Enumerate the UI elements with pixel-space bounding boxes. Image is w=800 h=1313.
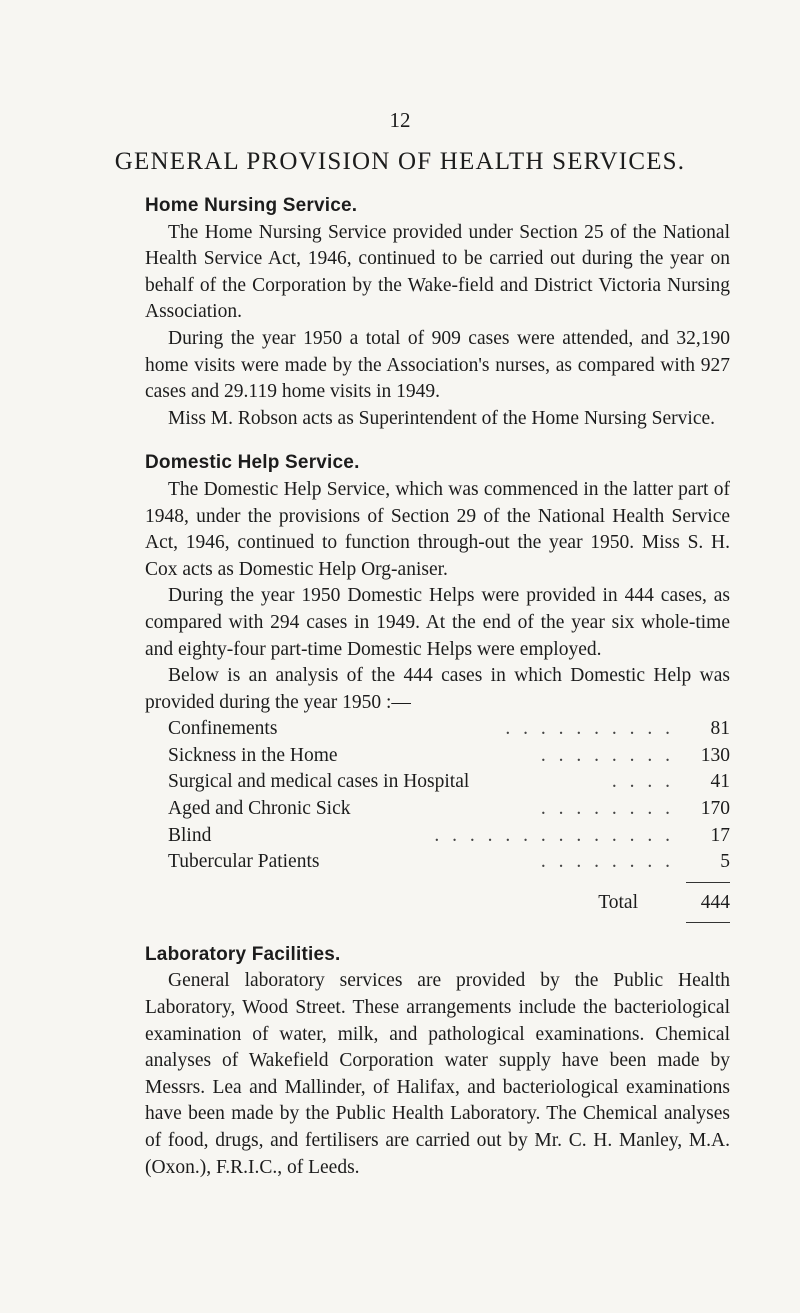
row-label: Sickness in the Home [168,744,338,766]
row-label: Tubercular Patients [168,851,320,873]
row-value: 170 [700,798,730,820]
row-value: 81 [710,718,730,740]
heading-domestic-help: Domestic Help Service. [145,452,360,474]
page-content [145,193,730,1181]
leader-dots: . . . . . . . . [540,744,674,766]
laboratory-paragraph-1: General laboratory services are provided by the Public Health Laboratory, Wood Street. These arrangements include the bacteriological examination of water, milk, and pathological examinations. Chemical analyses of Wakefield Corporation water supply have been made by Messrs. Lea and Mallinder, of Halifax, and bacteriological examinations have been made by the Public Health Laboratory. The Chemical analyses of food, drugs, and fertilisers are carried out by Mr. C. H. Manley, M.A. (Oxon.), F.R.I.C., of Leeds. [145,970,730,1178]
total-value: 444 [700,891,730,913]
table-row [168,716,730,743]
domestic-help-paragraph-1: The Domestic Help Service, which was commenced in the latter part of 1948, under the provisions of Section 29 of the National Health Service Act, 1946, continued to function through-out the year 1950. Miss S. H. Cox acts as Domestic Help Org-aniser. [145,478,730,580]
row-value: 130 [700,744,730,766]
total-rule [168,916,730,930]
row-value: 41 [710,771,730,793]
row-label: Confinements [168,718,278,740]
home-nursing-paragraph-3: Miss M. Robson acts as Superintendent of the Home Nursing Service. [168,407,716,429]
heading-laboratory: Laboratory Facilities. [145,943,341,965]
domestic-help-paragraph-2: During the year 1950 Domestic Helps were provided in 444 cases, as compared with 294 cases in 1949. At the end of the year six whole-time and eighty-four part-time Domestic Helps were employed. [145,585,730,660]
leader-dots: . . . . [611,771,674,793]
total-row [168,890,730,916]
domestic-help-analysis-table [168,716,730,930]
table-row [168,849,730,876]
home-nursing-paragraph-1: The Home Nursing Service provided under Section 25 of the National Health Service Act, 1946, continued to be carried out during the year on behalf of the Corporation by the Wake-field and District Victoria Nursing Association. [145,221,730,323]
spacer [145,432,730,450]
home-nursing-paragraph-2: During the year 1950 a total of 909 cases were attended, and 32,190 home visits were made by the Association's nurses, as compared with 927 cases and 29.119 home visits in 1949. [145,327,730,403]
page-title: GENERAL PROVISION OF HEALTH SERVICES. [114,148,686,175]
row-label: Aged and Chronic Sick [168,798,351,820]
row-label: Surgical and medical cases in Hospital [168,771,470,793]
leader-dots: . . . . . . . . [540,851,674,873]
table-row [168,743,730,770]
heading-home-nursing: Home Nursing Service. [145,195,358,216]
rule [686,882,730,883]
total-label: Total [598,891,638,913]
leader-dots: . . . . . . . . [540,798,674,820]
subtotal-rule [168,876,730,890]
page-number: 12 [389,108,411,132]
domestic-help-paragraph-3: Below is an analysis of the 444 cases in which Domestic Help was provided during the year 1950 :— [145,665,730,713]
spacer [145,930,730,942]
leader-dots: . . . . . . . . . . [505,718,674,740]
leader-dots: . . . . . . . . . . . . . . [434,824,674,846]
rule [686,922,730,923]
row-value: 17 [710,824,730,846]
table-row [168,769,730,796]
row-label: Blind [168,824,212,846]
row-value: 5 [720,851,730,873]
table-row [168,823,730,850]
table-row [168,796,730,823]
